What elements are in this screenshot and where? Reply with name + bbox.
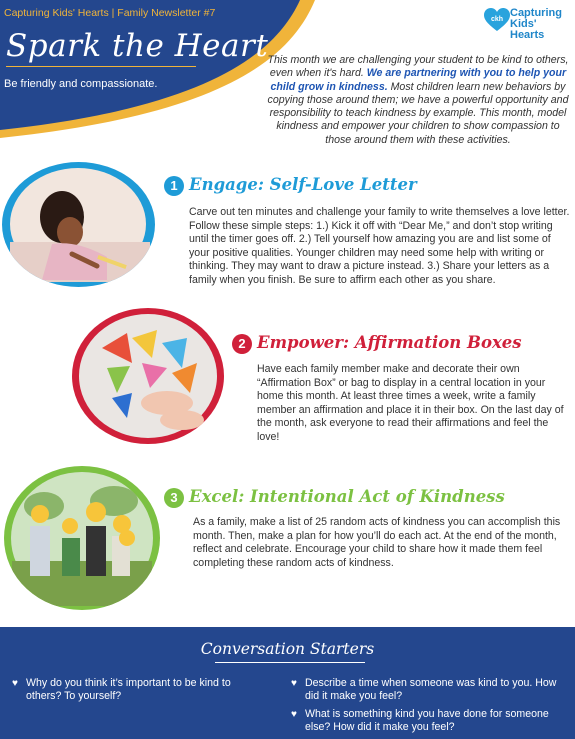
newsletter-header-line: Capturing Kids' Hearts | Family Newsletter #7 [4,7,216,19]
svg-text:ckh: ckh [490,16,504,23]
conversation-question: ♥ Why do you think it’s important to be kind to others? To yourself? [12,677,231,702]
intro-highlight: We are partnering with you to help your child grow in kindness. [270,67,567,93]
capturing-kids-hearts-logo [484,6,572,41]
photo-family-emoji [4,466,160,610]
section-1-number: 1 [164,176,184,196]
heart-logo-icon [484,8,510,32]
section-1-title: Engage: Self-Love Letter [189,175,417,194]
photo-girl-writing [2,162,155,287]
conversation-title: Conversation Starters [200,640,375,658]
conversation-title-underline [215,662,365,663]
heart-bullet-icon: ♥ [291,678,297,689]
logo-line-1: Capturing [510,7,562,19]
section-2-body: Have each family member make and decorate their own “Affirmation Box” or bag to display in a central location in your home this month. At least three times a week, write a family member an affirmation and place it in their box. On the last day of the month, ask everyone to read their affirmations and feel the love! [257,363,564,443]
conversation-question: ♥ What is something kind you have done for someone else? How did it make you feel? [291,708,549,733]
logo-line-2: Kids' Hearts [510,18,545,41]
intro-text-start: This month we are challenging your student to be kind to others, even when it's hard. [267,54,569,80]
section-3-title: Excel: Intentional Act of Kindness [189,487,505,506]
page-title: Spark the Heart [6,28,269,64]
heart-bullet-icon: ♥ [12,678,18,689]
title-underline [6,66,196,67]
heart-bullet-icon: ♥ [291,709,297,720]
section-2-title: Empower: Affirmation Boxes [257,333,522,352]
section-2-number: 2 [232,334,252,354]
page-subtitle: Be friendly and compassionate. [4,78,158,90]
section-3-body: As a family, make a list of 25 random acts of kindness you can accomplish this month. Then, make a plan for how you’ll do each act. At the end of the month, reflect and celebrate. Encourage your child to share how it made them feel completing these random acts of kindness. [193,516,561,569]
section-3-number: 3 [164,488,184,508]
intro-text-end: Most children learn new behaviors by copying those around them; we have a powerful opportunity and responsibility to teach kindness by example. This month, model kindness and empower your children to show compassion to those around them with these activities. [267,80,569,146]
photo-affirmation-boxes [72,308,224,444]
conversation-question: ♥ Describe a time when someone was kind to you. How did it make you feel? [291,677,557,702]
intro-paragraph [262,54,574,147]
section-1-body: Carve out ten minutes and challenge your family to write themselves a love letter. Follow these simple steps: 1.) Kick it off with “Dear Me,” and don’t stop writing until the timer goes off. 2.) Tell yourself how amazing you are and list some of your positive qualities. Younger children may need some help with writing or thinking. They may want to draw a picture instead. 3.) Share your letters as a family when you finish. Be sure to affirm each other as you share. [189,206,570,286]
